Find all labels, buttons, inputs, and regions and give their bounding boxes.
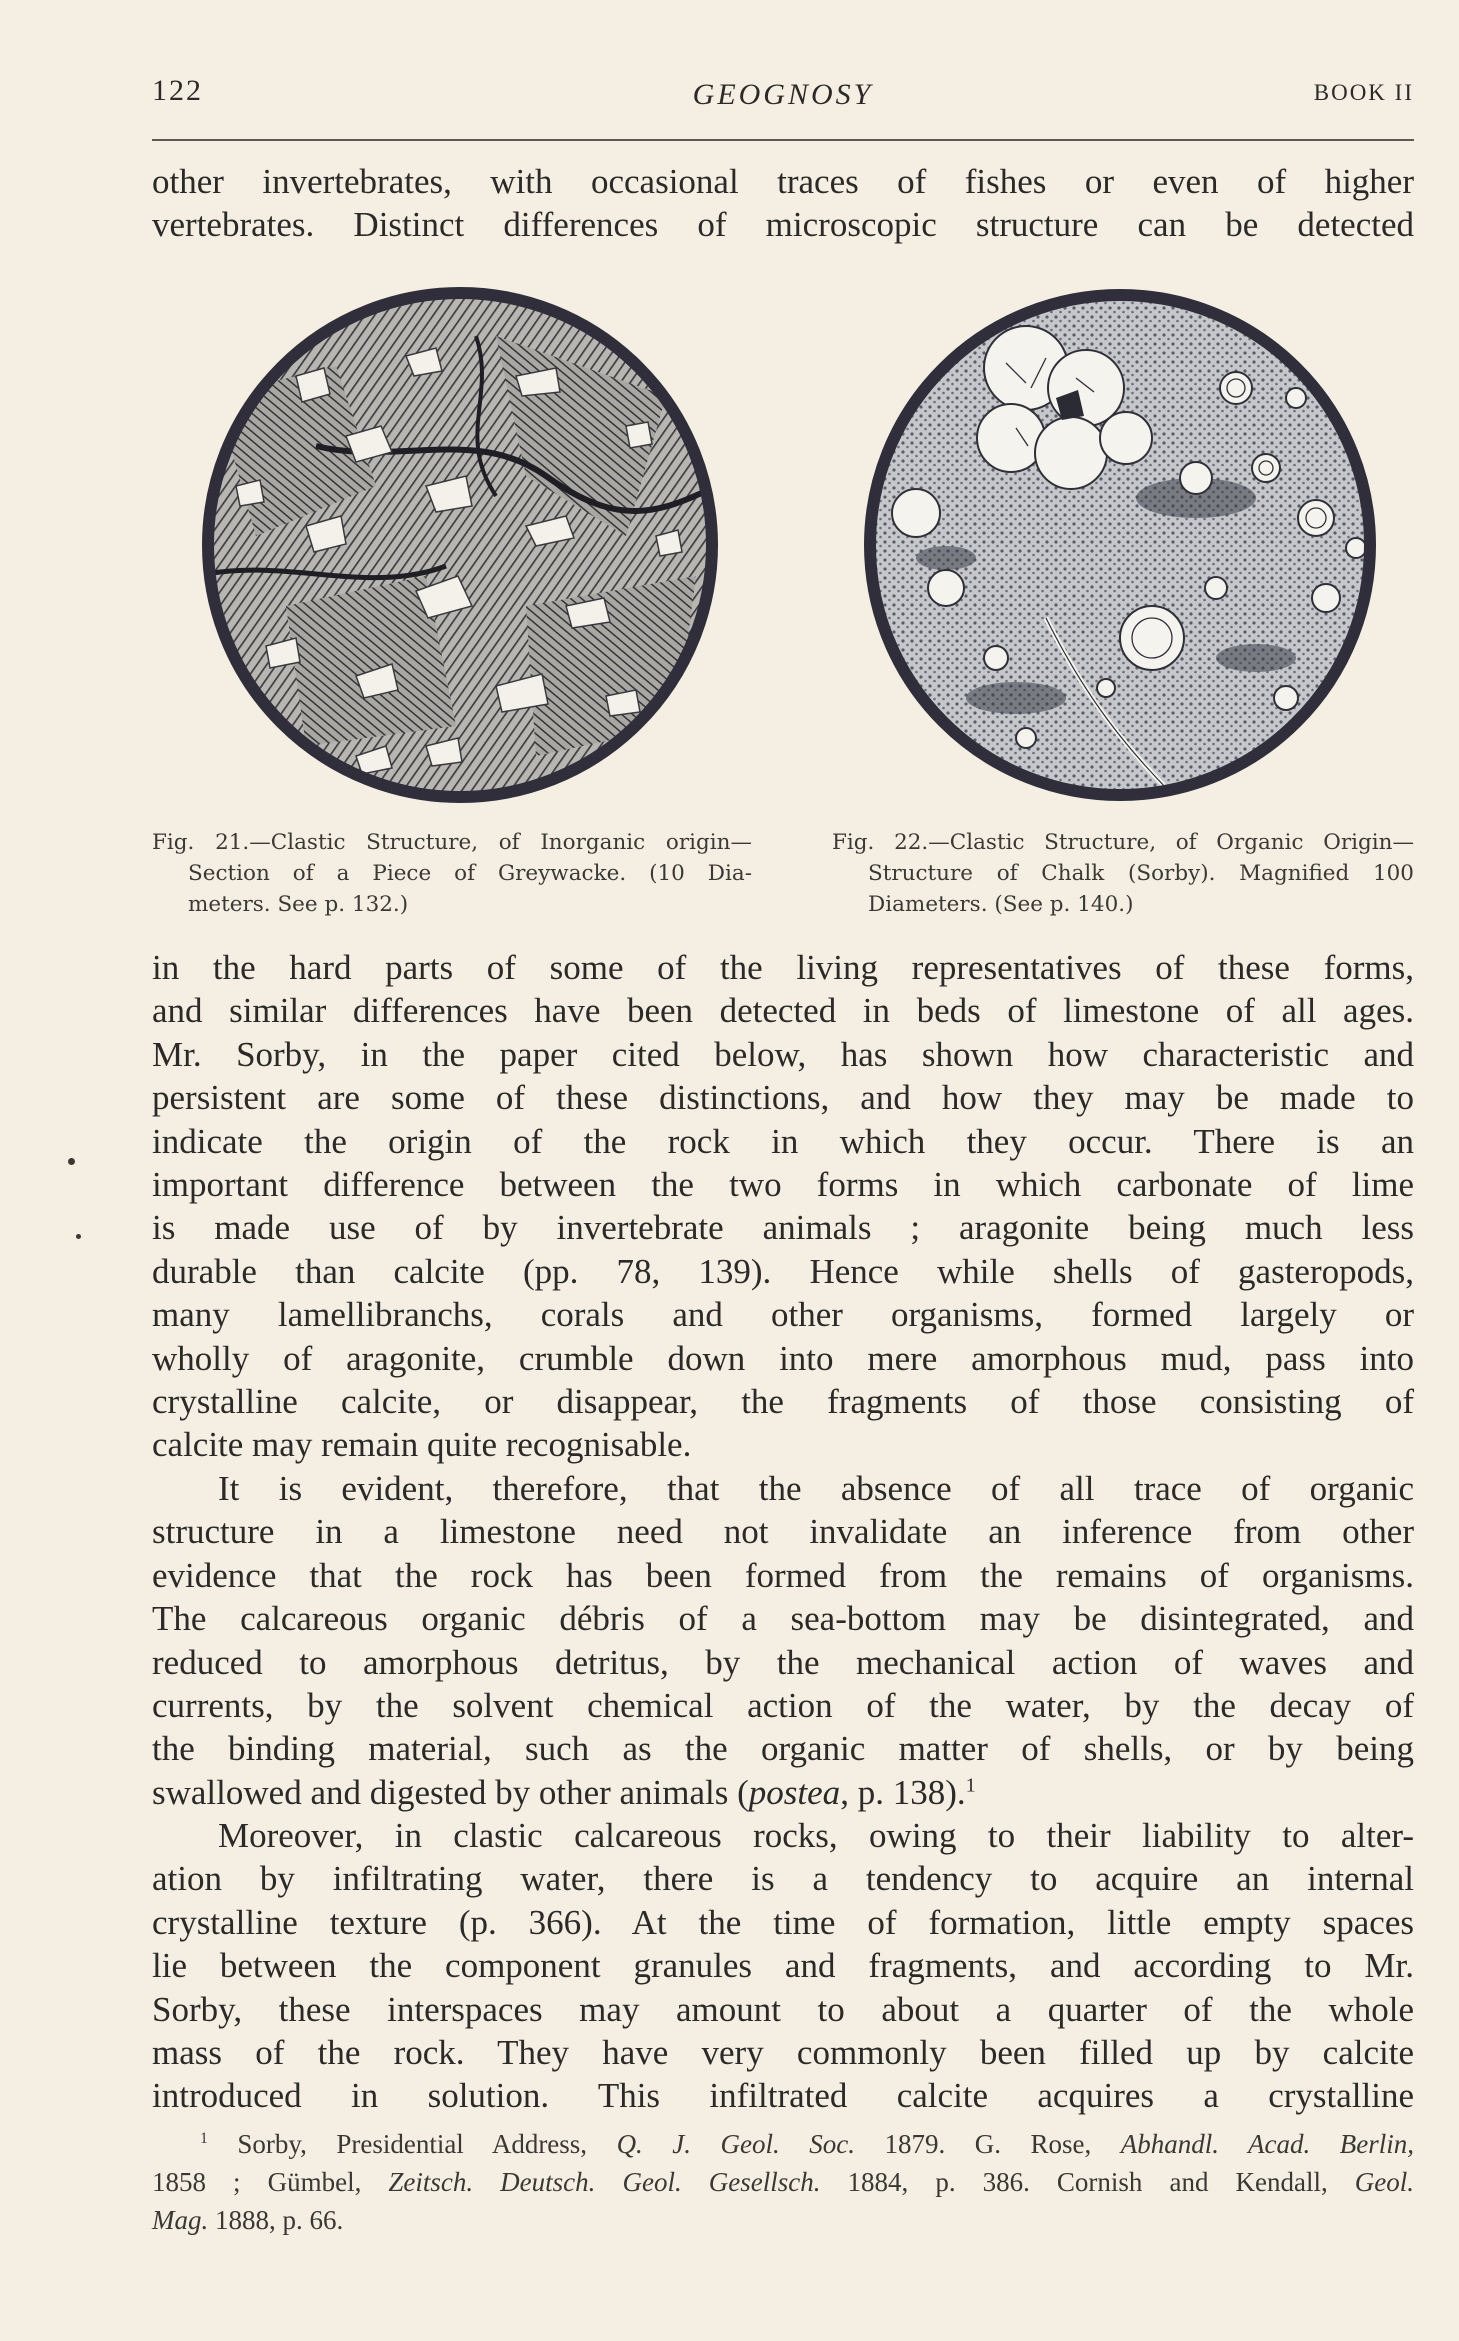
paragraph-3: Moreover, in clastic calcareous rocks, owing to their liability to alter- ation by infiltrating water, there is a tendency to acquire an internal crystalline texture (p. 366). At the time of formation, little empty spaces lie between the component granules and fragments, and according to Mr. Sorby, these interspaces may amount to about a quarter of the whole mass of the rock. They have very commonly been filled up by calcite introduced in solution. This infiltrated calcite acquires a crystalline: [152, 1816, 1414, 2116]
figure-21-caption: Fig. 21.—Clastic Structure, of Inorganic origin— Section of a Piece of Greywacke. (10 Dia- meters. See p. 132.): [152, 830, 752, 917]
paragraph-2: It is evident, therefore, that the absence of all trace of organic structure in a limestone need not invalidate an inference from other evidence that the rock has been formed from the remains of organisms. The calcareous organic débris of a sea-bottom may be disintegrated, and reduced to amorphous detritus, by the mechanical action of waves and currents, by the solvent chemical action of the water, by the decay of the binding material, such as the organic matter of shells, or by being swallowed and digested by other animals (postea, p. 138).$^1$: [152, 1469, 1414, 1812]
figure-21-greywacke-illustration: [196, 276, 724, 814]
page-header: [152, 66, 1414, 116]
page-number: 122: [152, 74, 203, 107]
book-label: BOOK II: [1313, 80, 1414, 105]
figure-22-chalk-illustration: [856, 278, 1384, 812]
margin-dot: [76, 1234, 81, 1239]
margin-dot: [68, 1158, 75, 1165]
figure-22-caption: Fig. 22.—Clastic Structure, of Organic Origin— Structure of Chalk (Sorby). Magnified 100 Diameters. (See p. 140.): [832, 830, 1414, 917]
footnote: $^1$ Sorby, Presidential Address, Q. J. Geol. Soc. 1879. G. Rose, Abhandl. Acad. Berlin, 1858 ; Gümbel, Zeitsch. Deutsch. Geol. Gesellsch. 1884, p. 386. Cornish and Kendall, Geol. Mag. 1888, p. 66.: [152, 2129, 1415, 2235]
intro-text: other invertebrates, with occasional traces of fishes or even of higher vertebrates. Distinct differences of microscopic structure can be detected: [152, 162, 1414, 245]
footnote-ref: 1: [965, 1774, 976, 1797]
paragraph-1: in the hard parts of some of the living representatives of these forms, and similar differences have been detected in beds of limestone of all ages. Mr. Sorby, in the paper cited below, has shown how characteristic and persistent are some of these distinctions, and how they may be made to indicate the origin of the rock in which they occur. There is an important difference between the two forms in which carbonate of lime is made use of by invertebrate animals ; aragonite being much less durable than calcite (pp. 78, 139). Hence while shells of gasteropods, many lamellibranchs, corals and other organisms, formed largely or wholly of aragonite, crumble down into mere amorphous mud, pass into crystalline calcite, or disappear, the fragments of those consisting of calcite may remain quite recognisable.: [152, 948, 1414, 1465]
running-title: GEOGNOSY: [692, 78, 874, 111]
header-rule: [152, 139, 1414, 141]
